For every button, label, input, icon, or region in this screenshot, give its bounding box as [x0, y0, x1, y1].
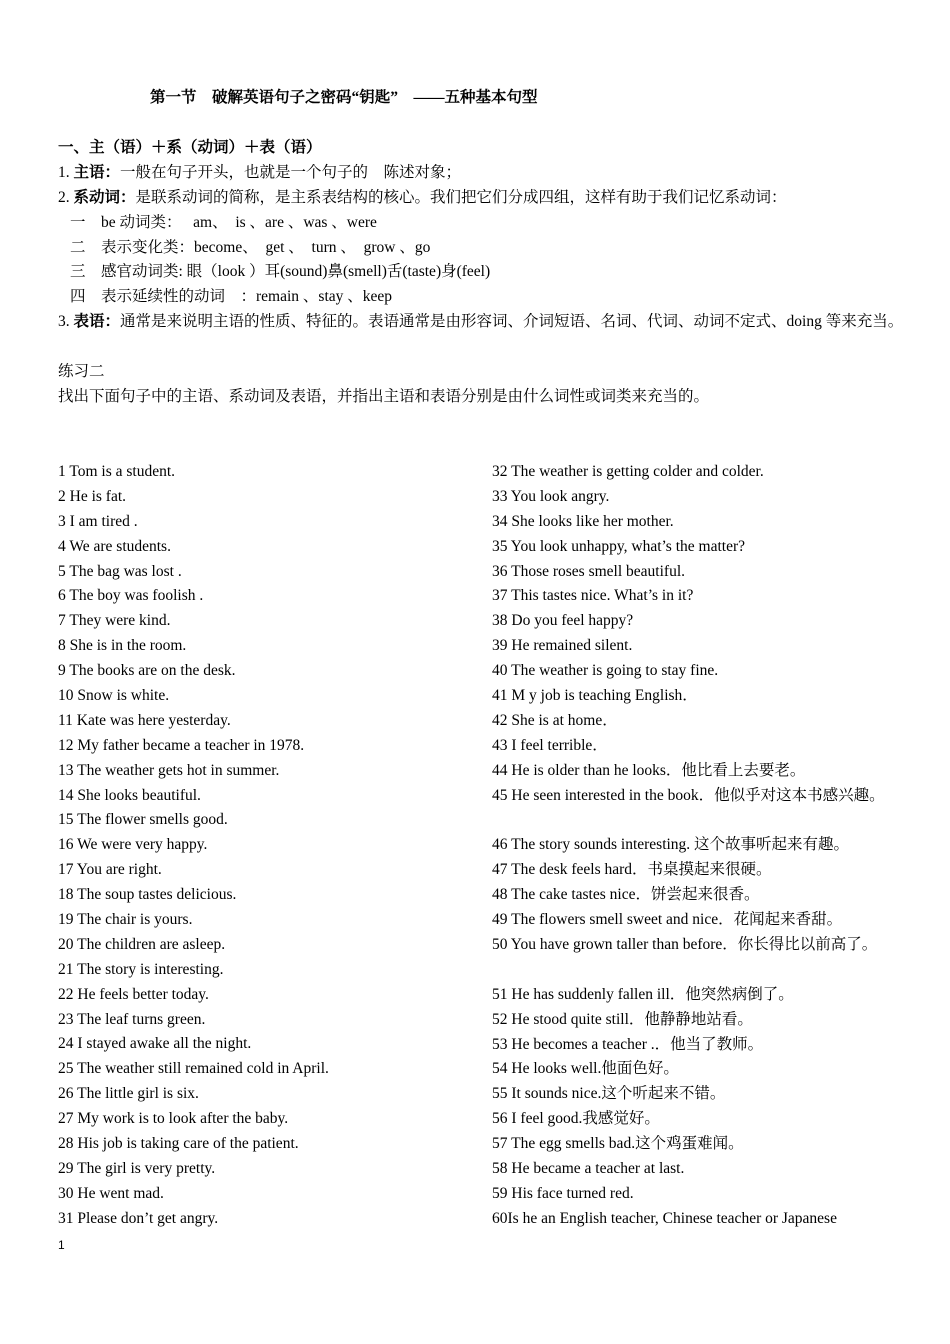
list-item: 44 He is older than he looks．他比看上去要老。 — [492, 761, 806, 779]
list-item: 11 Kate was here yesterday. — [58, 711, 231, 729]
list-item: 22 He feels better today. — [58, 985, 209, 1003]
verb-group: 一 be 动词类： am、 is 、are 、was 、were — [70, 213, 377, 231]
list-item: 41 M y job is teaching English． — [492, 687, 698, 705]
list-item: 60Is he an English teacher, Chinese teacher or Japanese — [492, 1209, 837, 1227]
list-item: 9 The books are on the desk. — [58, 662, 236, 680]
list-item: 28 His job is taking care of the patient. — [58, 1135, 299, 1153]
list-item: 42 She is at home． — [492, 711, 618, 729]
list-item: 12 My father became a teacher in 1978. — [58, 736, 305, 754]
list-item: 10 Snow is white. — [58, 687, 170, 705]
sentence-list-right — [492, 460, 912, 1232]
list-item: 33 You look angry. — [492, 487, 610, 505]
list-item: 18 The soup tastes delicious. — [58, 886, 237, 904]
list-item: 36 Those roses smell beautiful. — [492, 562, 686, 580]
definition-subject — [58, 161, 908, 186]
def-number: 1. — [58, 163, 70, 181]
list-item: 30 He went mad. — [58, 1184, 164, 1202]
list-item: 45 He seen interested in the book．他似乎对这本书感兴趣。 — [492, 786, 885, 804]
verb-group: 三 感官动词类: 眼（look ）耳(sound)鼻(smell)舌(taste)身(feel) — [70, 263, 491, 281]
list-item: 26 The little girl is six. — [58, 1085, 199, 1103]
list-item: 58 He became a teacher at last. — [492, 1159, 685, 1177]
def-text: 一般在句子开头，也就是一个句子的 陈述对象； — [120, 163, 462, 181]
verb-group: 四 表示延续性的动词 ：remain 、stay 、keep — [70, 288, 393, 306]
def-text: 是联系动词的简称，是主系表结构的核心。我们把它们分成四组，这样有助于我们记忆系动词： — [135, 188, 787, 206]
list-item: 37 This tastes nice. What’s in it? — [492, 587, 694, 605]
page-number: 1 — [58, 1238, 65, 1252]
section-intro — [58, 136, 908, 410]
list-item: 57 The egg smells bad.这个鸡蛋难闻。 — [492, 1135, 744, 1153]
list-item: 7 They were kind. — [58, 612, 171, 630]
def-term: 表语： — [73, 313, 121, 331]
list-item: 59 His face turned red. — [492, 1184, 634, 1202]
list-item: 51 He has suddenly fallen ill．他突然病倒了。 — [492, 985, 794, 1003]
list-item: 55 It sounds nice.这个听起来不错。 — [492, 1085, 726, 1103]
list-item: 6 The boy was foolish . — [58, 587, 204, 605]
list-item: 35 You look unhappy, what’s the matter? — [492, 537, 745, 555]
list-item: 17 You are right. — [58, 861, 162, 879]
list-item: 3 I am tired . — [58, 512, 138, 530]
def-number: 3. — [58, 313, 70, 331]
list-item: 21 The story is interesting. — [58, 960, 224, 978]
list-item: 47 The desk feels hard．书桌摸起来很硬。 — [492, 861, 772, 879]
exercise-title: 练习二 — [58, 363, 105, 381]
list-item: 32 The weather is getting colder and colder. — [492, 463, 764, 480]
list-item: 53 He becomes a teacher .．他当了教师。 — [492, 1035, 764, 1053]
list-item: 20 The children are asleep. — [58, 935, 226, 953]
list-item: 40 The weather is going to stay fine. — [492, 662, 719, 680]
def-text: 通常是来说明主语的性质、特征的。表语通常是由形容词、介词短语、名词、代词、动词不定式、doing 等来充当。 — [120, 313, 904, 331]
list-item: 23 The leaf turns green. — [58, 1010, 206, 1028]
def-term: 系动词： — [73, 188, 136, 206]
list-item: 4 We are students. — [58, 537, 171, 555]
list-item: 54 He looks well.他面色好。 — [492, 1060, 679, 1078]
def-number: 2. — [58, 188, 70, 206]
definition-predicative — [58, 310, 908, 335]
list-item: 8 She is in the room. — [58, 637, 187, 655]
blank-line — [58, 335, 908, 360]
list-item: 46 The story sounds interesting. 这个故事听起来有趣。 — [492, 836, 850, 854]
list-item: 43 I feel terrible． — [492, 736, 608, 754]
list-item: 19 The chair is yours. — [58, 911, 193, 929]
list-item: 27 My work is to look after the baby. — [58, 1110, 289, 1128]
list-item: 5 The bag was lost . — [58, 562, 182, 580]
exercise-instruction: 找出下面句子中的主语、系动词及表语，并指出主语和表语分别是由什么词性或词类来充当的。 — [58, 387, 710, 405]
list-item: 31 Please don’t get angry. — [58, 1209, 219, 1227]
list-item: 2 He is fat. — [58, 487, 127, 505]
list-item: 24 I stayed awake all the night. — [58, 1035, 252, 1053]
section-heading: 一、主（语）＋系（动词）＋表（语） — [58, 139, 322, 156]
list-item: 49 The flowers smell sweet and nice．花闻起来香甜。 — [492, 911, 843, 929]
list-item: 50 You have grown taller than before．你长得比以前高了。 — [492, 935, 878, 953]
sentence-list-left — [58, 460, 478, 1232]
definition-linking-verb — [58, 186, 908, 211]
list-item: 16 We were very happy. — [58, 836, 208, 854]
list-item: 15 The flower smells good. — [58, 811, 228, 829]
list-item: 13 The weather gets hot in summer. — [58, 761, 280, 779]
list-item: 52 He stood quite still．他静静地站看。 — [492, 1010, 753, 1028]
list-item: 48 The cake tastes nice．饼尝起来很香。 — [492, 886, 760, 904]
list-item: 56 I feel good.我感觉好。 — [492, 1110, 660, 1128]
def-term: 主语： — [73, 163, 121, 181]
list-item: 29 The girl is very pretty. — [58, 1159, 216, 1177]
list-item: 38 Do you feel happy? — [492, 612, 634, 630]
list-item: 14 She looks beautiful. — [58, 786, 201, 804]
list-item: 39 He remained silent. — [492, 637, 633, 655]
verb-group: 二 表示变化类：become、 get 、 turn 、 grow 、go — [70, 238, 431, 256]
list-item: 1 Tom is a student. — [58, 463, 176, 480]
page-title: 第一节 破解英语句子之密码“钥匙” ——五种基本句型 — [150, 89, 538, 106]
blank-line — [492, 958, 912, 983]
list-item: 25 The weather still remained cold in April. — [58, 1060, 329, 1078]
list-item: 34 She looks like her mother. — [492, 512, 674, 530]
